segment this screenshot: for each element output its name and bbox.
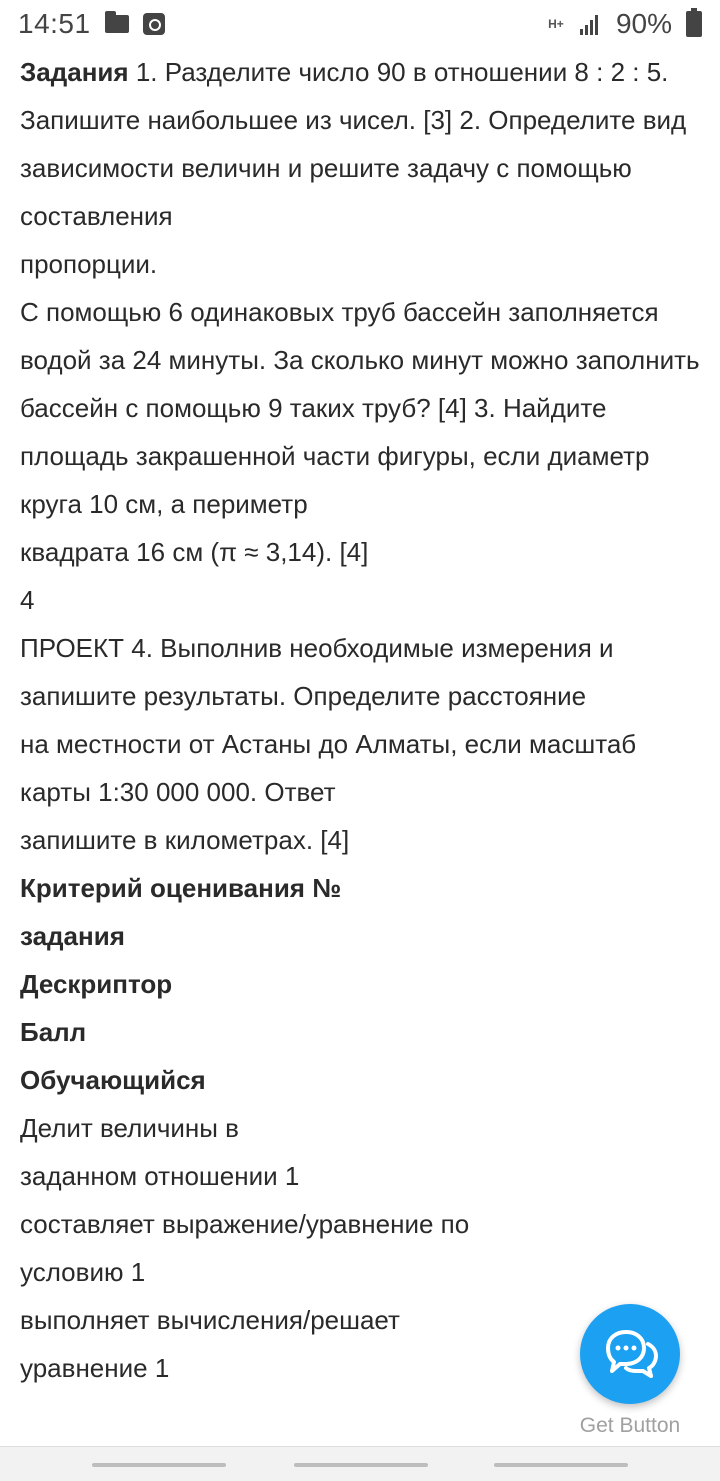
criteria-header: Балл — [20, 1017, 87, 1047]
nav-home-handle[interactable] — [294, 1463, 428, 1467]
nav-recents-handle[interactable] — [494, 1463, 628, 1467]
criteria-row: уравнение 1 — [20, 1353, 170, 1383]
text-line: квадрата 16 см (π ≈ 3,14). [4] — [20, 537, 369, 567]
folder-icon — [105, 15, 129, 33]
task-paragraph — [20, 48, 710, 240]
text-line: на местности от Астаны до Алматы, если масштаб карты 1:30 000 000. Ответ — [20, 729, 637, 807]
get-button-label[interactable]: Get Button — [579, 1414, 681, 1437]
text-line: запишите в километрах. [4] — [20, 825, 350, 855]
criteria-row: условию 1 — [20, 1257, 146, 1287]
criteria-row: составляет выражение/уравнение по — [20, 1209, 470, 1239]
criteria-header: Критерий оценивания № — [20, 873, 342, 903]
criteria-row: заданном отношении 1 — [20, 1161, 300, 1191]
signal-icon — [580, 13, 602, 35]
network-type-icon: H+ — [548, 17, 564, 31]
nav-back-handle[interactable] — [92, 1463, 226, 1467]
text-line: С помощью 6 одинаковых труб бассейн заполняется водой за 24 минуты. За сколько минут можно заполнить бассейн с помощью 9 таких труб? [4] 3. Найдите площадь закрашенной части фигуры, если диаметр круга 10 см, а периметр — [20, 297, 700, 519]
alarm-icon — [143, 13, 165, 35]
criteria-row: Делит величины в — [20, 1113, 239, 1143]
text-line: 4 — [20, 585, 35, 615]
navigation-bar — [0, 1446, 720, 1481]
criteria-header: задания — [20, 921, 125, 951]
tasks-intro: 1. Разделите число 90 в отношении 8 : 2 : 5. Запишите наибольшее из чисел. [3] 2. Определите вид зависимости величин и решите задачу с помощью составления — [20, 57, 687, 231]
tasks-heading: Задания — [20, 57, 129, 87]
battery-percent: 90% — [615, 8, 672, 39]
get-button-fab[interactable] — [580, 1304, 680, 1404]
criteria-header: Обучающийся — [20, 1065, 206, 1095]
criteria-row: выполняет вычисления/решает — [20, 1305, 400, 1335]
criteria-header: Дескриптор — [20, 969, 173, 999]
status-bar — [0, 0, 720, 48]
document-text — [20, 48, 710, 1392]
status-time: 14:51 — [18, 8, 91, 39]
text-line: ПРОЕКТ 4. Выполнив необходимые измерения и запишите результаты. Определите расстояние — [20, 633, 614, 711]
chat-bubbles-icon — [600, 1326, 660, 1382]
text-line: пропорции. — [20, 249, 158, 279]
battery-icon — [686, 11, 702, 37]
